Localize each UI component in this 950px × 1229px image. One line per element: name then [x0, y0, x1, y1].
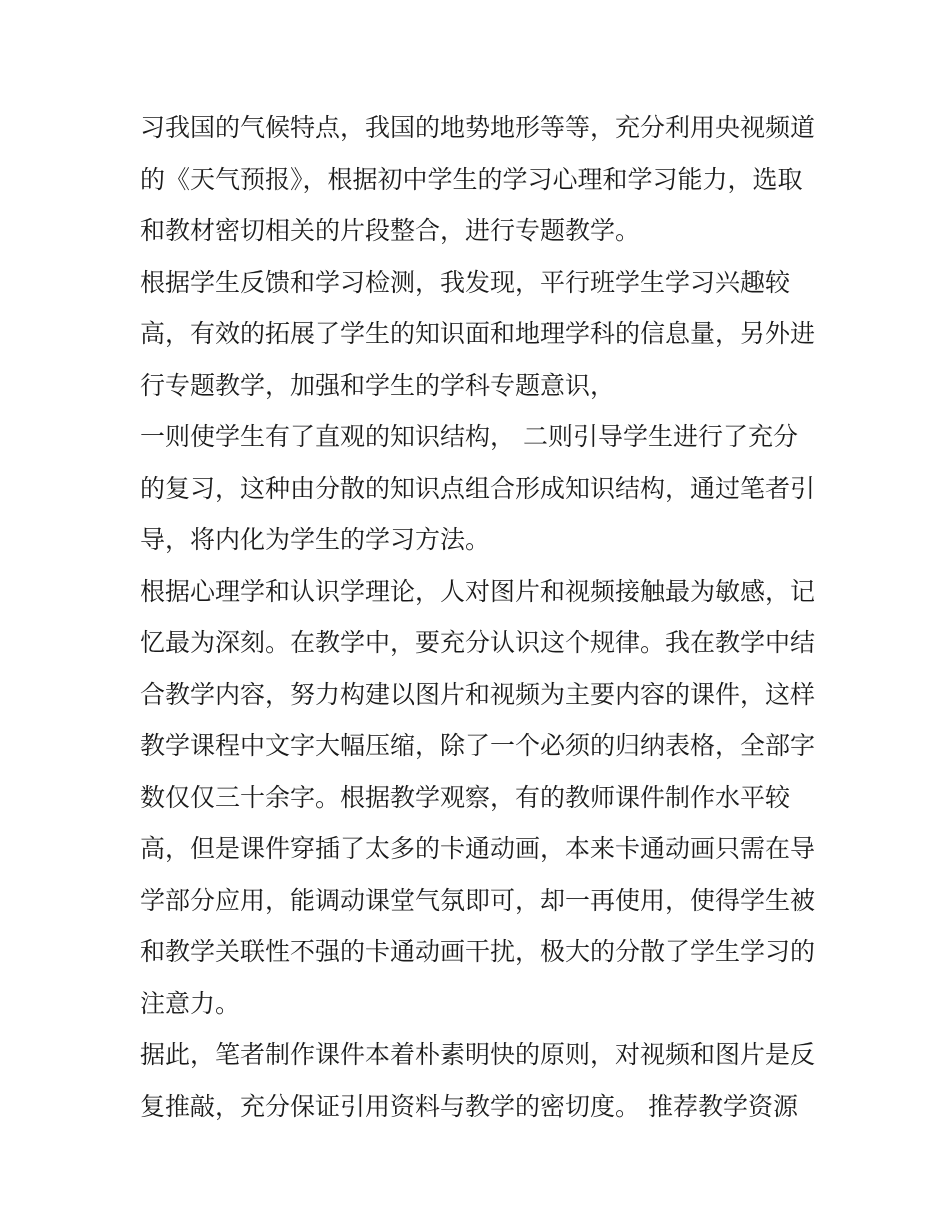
text-line: 和教材密切相关的片段整合，进行专题教学。 [140, 216, 641, 245]
text-line: 一则使学生有了直观的知识结构， 二则引导学生进行了充分 [140, 422, 798, 451]
body-text [140, 102, 820, 1132]
text-line: 合教学内容，努力构建以图片和视频为主要内容的课件，这样 [140, 679, 816, 709]
text-line: 教学课程中文字大幅压缩，除了一个必须的归纳表格，全部字 [140, 731, 816, 760]
paragraph-3 [140, 411, 820, 566]
text-line: 行专题教学，加强和学生的学科专题意识， [140, 370, 616, 400]
text-line: 导，将内化为学生的学习方法。 [140, 525, 491, 554]
text-line: 和教学关联性不强的卡通动画干扰，极大的分散了学生学习的 [140, 937, 816, 966]
text-line: 的复习，这种由分散的知识点组合形成知识结构，通过笔者引 [140, 473, 816, 503]
paragraph-4 [140, 566, 820, 1030]
paragraph-5 [140, 1029, 820, 1132]
text-line: 数仅仅三十余字。根据教学观察，有的教师课件制作水平较 [140, 782, 791, 812]
text-line: 根据学生反馈和学习检测，我发现，平行班学生学习兴趣较 [140, 267, 791, 297]
paragraph-1 [140, 102, 820, 257]
paragraph-2 [140, 257, 820, 412]
text-line: 高，有效的拓展了学生的知识面和地理学科的信息量，另外进 [140, 319, 816, 348]
text-line: 注意力。 [140, 988, 241, 1018]
text-line: 习我国的气候特点，我国的地势地形等等，充分利用央视频道 [140, 113, 816, 142]
text-line: 复推敲，充分保证引用资料与教学的密切度。 推荐教学资源 [140, 1091, 798, 1121]
text-line: 根据心理学和认识学理论，人对图片和视频接触最为敏感，记 [140, 576, 816, 606]
text-line: 高，但是课件穿插了太多的卡通动画，本来卡通动画只需在导 [140, 834, 816, 863]
text-line: 忆最为深刻。在教学中，要充分认识这个规律。我在教学中结 [140, 628, 816, 657]
text-line: 的《天气预报》，根据初中学生的学习心理和学习能力，选取 [140, 164, 803, 194]
text-line: 据此，笔者制作课件本着朴素明快的原则，对视频和图片是反 [140, 1040, 816, 1069]
text-line: 学部分应用，能调动课堂气氛即可，却一再使用，使得学生被 [140, 885, 816, 915]
